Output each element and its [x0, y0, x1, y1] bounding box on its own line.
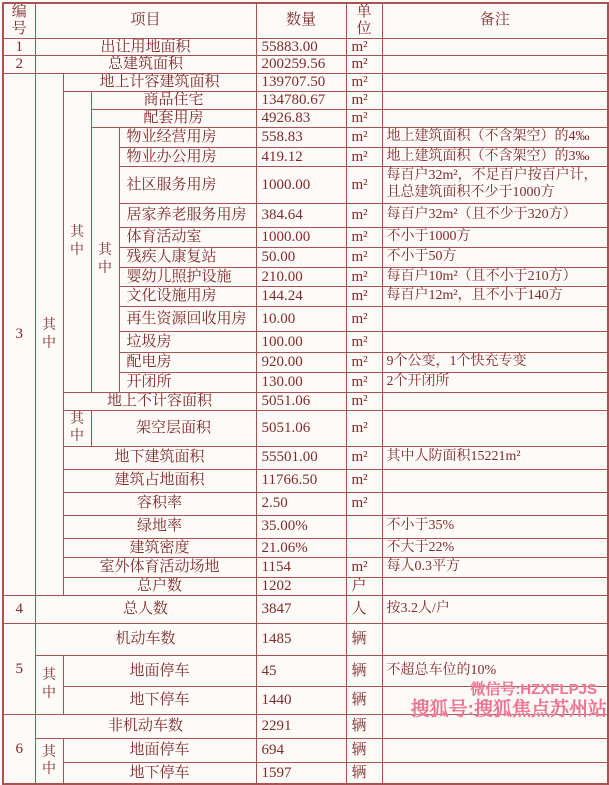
unit-value: m²	[346, 203, 382, 227]
remark-text: 其中人防面积15221m²	[382, 446, 608, 469]
quantity-value: 1485	[256, 623, 346, 655]
quantity-value: 55501.00	[256, 446, 346, 469]
quantity-value: 2291	[256, 714, 346, 738]
item-label: 居家养老服务用房	[119, 203, 256, 227]
row-number: 6	[3, 714, 35, 784]
quantity-value: 1440	[256, 686, 346, 714]
remark-text	[382, 738, 608, 762]
remark-text	[382, 91, 608, 109]
item-label: 物业办公用房	[119, 147, 256, 167]
table-row	[3, 392, 608, 410]
table-row	[3, 595, 608, 623]
remark-text: 9个公变，1个快充专变	[382, 353, 608, 373]
item-label: 婴幼儿照护设施	[119, 267, 256, 287]
remark-text	[382, 74, 608, 92]
unit-value: 辆	[346, 762, 382, 784]
quantity-value: 200259.56	[256, 56, 346, 74]
remark-text: 每人0.3平方	[382, 558, 608, 578]
unit-value: m²	[346, 267, 382, 287]
remark-text: 不小于50方	[382, 247, 608, 267]
item-label: 社区服务用房	[119, 167, 256, 204]
item-label: 地下停车	[63, 686, 256, 714]
table-row	[3, 446, 608, 469]
quantity-value: 130.00	[256, 372, 346, 392]
item-label: 总人数	[35, 595, 256, 623]
table-row	[3, 127, 608, 147]
unit-value: m²	[346, 127, 382, 147]
quantity-value: 55883.00	[256, 38, 346, 56]
unit-value: m²	[346, 332, 382, 353]
merged-label-qizhong: 其中	[35, 738, 63, 784]
row-number: 3	[3, 74, 35, 596]
unit-value: 户	[346, 578, 382, 596]
remark-text: 每百户32m²，不足百户按百户计，且总建筑面积不少于1000方	[382, 167, 608, 204]
column-header-remark: 备注	[382, 3, 608, 38]
table-row	[3, 109, 608, 127]
item-label: 地上不计容面积	[63, 392, 256, 410]
remark-text	[382, 492, 608, 515]
item-label: 物业经营用房	[119, 127, 256, 147]
quantity-value: 11766.50	[256, 469, 346, 492]
item-label: 商品住宅	[91, 91, 256, 109]
unit-value: m²	[346, 446, 382, 469]
watermark-sohu-id: 搜狐号:搜狐焦点苏州站	[410, 699, 607, 720]
item-label: 地下建筑面积	[63, 446, 256, 469]
quantity-value: 21.06%	[256, 538, 346, 558]
indicator-table	[2, 2, 609, 785]
item-label: 容积率	[63, 492, 256, 515]
remark-text	[382, 762, 608, 784]
item-label: 再生资源回收用房	[119, 307, 256, 332]
remark-text	[382, 307, 608, 332]
remark-text	[382, 332, 608, 353]
table-row	[3, 410, 608, 446]
unit-value: m²	[346, 147, 382, 167]
item-label: 地面停车	[63, 738, 256, 762]
table-row	[3, 492, 608, 515]
item-label: 垃圾房	[119, 332, 256, 353]
quantity-value: 144.24	[256, 287, 346, 307]
unit-value: m²	[346, 307, 382, 332]
unit-value	[346, 515, 382, 538]
unit-value: m²	[346, 91, 382, 109]
table-row	[3, 515, 608, 538]
table-row	[3, 623, 608, 655]
remark-text: 每百户10m²（且不小于210方）	[382, 267, 608, 287]
row-number: 2	[3, 56, 35, 74]
item-label: 地面停车	[63, 655, 256, 686]
remark-text	[382, 109, 608, 127]
quantity-value: 35.00%	[256, 515, 346, 538]
unit-value: 辆	[346, 714, 382, 738]
table-row	[3, 738, 608, 762]
unit-value: m²	[346, 247, 382, 267]
quantity-value: 100.00	[256, 332, 346, 353]
column-header-item: 项目	[35, 3, 256, 38]
unit-value: 辆	[346, 738, 382, 762]
table-row	[3, 762, 608, 784]
unit-value	[346, 538, 382, 558]
unit-value: m²	[346, 109, 382, 127]
remark-text	[382, 578, 608, 596]
table-row	[3, 38, 608, 56]
item-label: 出让用地面积	[35, 38, 256, 56]
quantity-value: 2.50	[256, 492, 346, 515]
unit-value: m²	[346, 227, 382, 247]
remark-text: 不超总车位的10%	[382, 655, 608, 686]
quantity-value: 1202	[256, 578, 346, 596]
column-header-quantity: 数量	[256, 3, 346, 38]
item-label: 绿地率	[63, 515, 256, 538]
remark-text	[382, 469, 608, 492]
quantity-value: 134780.67	[256, 91, 346, 109]
row-number: 1	[3, 38, 35, 56]
unit-value: 人	[346, 595, 382, 623]
quantity-value: 3847	[256, 595, 346, 623]
table-row	[3, 74, 608, 92]
column-header-unit: 单位	[346, 3, 382, 38]
quantity-value: 558.83	[256, 127, 346, 147]
table-row	[3, 91, 608, 109]
unit-value: 辆	[346, 623, 382, 655]
unit-value: 辆	[346, 655, 382, 686]
remark-text: 不小于35%	[382, 515, 608, 538]
item-label: 配电房	[119, 353, 256, 373]
unit-value: m²	[346, 492, 382, 515]
unit-value: m²	[346, 167, 382, 204]
remark-text: 2个开闭所	[382, 372, 608, 392]
item-label: 总建筑面积	[35, 56, 256, 74]
quantity-value: 419.12	[256, 147, 346, 167]
quantity-value: 920.00	[256, 353, 346, 373]
unit-value: m²	[346, 287, 382, 307]
unit-value: m²	[346, 372, 382, 392]
table-row	[3, 578, 608, 596]
item-label: 开闭所	[119, 372, 256, 392]
remark-text: 每百户32m²（且不少于320方）	[382, 203, 608, 227]
item-label: 配套用房	[91, 109, 256, 127]
item-label: 建筑密度	[63, 538, 256, 558]
quantity-value: 139707.50	[256, 74, 346, 92]
quantity-value: 50.00	[256, 247, 346, 267]
unit-value: m²	[346, 74, 382, 92]
item-label: 地上计容建筑面积	[63, 74, 256, 92]
unit-value: m²	[346, 56, 382, 74]
remark-text: 地上建筑面积（不含架空）的3‰	[382, 147, 608, 167]
remark-text	[382, 623, 608, 655]
quantity-value: 1597	[256, 762, 346, 784]
unit-value: m²	[346, 38, 382, 56]
unit-value: m²	[346, 410, 382, 446]
quantity-value: 210.00	[256, 267, 346, 287]
remark-text: 地上建筑面积（不含架空）的4‰	[382, 127, 608, 147]
item-label: 残疾人康复站	[119, 247, 256, 267]
unit-value: m²	[346, 353, 382, 373]
item-label: 非机动车数	[35, 714, 256, 738]
merged-label-qizhong: 其中	[35, 74, 63, 596]
quantity-value: 384.64	[256, 203, 346, 227]
quantity-value: 1000.00	[256, 227, 346, 247]
table-row	[3, 538, 608, 558]
remark-text: 按3.2人/户	[382, 595, 608, 623]
remark-text	[382, 392, 608, 410]
unit-value: m²	[346, 392, 382, 410]
merged-label-qizhong: 其中	[63, 410, 91, 446]
table-header-row	[3, 3, 608, 38]
quantity-value: 1154	[256, 558, 346, 578]
row-number: 4	[3, 595, 35, 623]
remark-text	[382, 410, 608, 446]
unit-value: m²	[346, 469, 382, 492]
quantity-value: 4926.83	[256, 109, 346, 127]
row-number: 5	[3, 623, 35, 714]
item-label: 文化设施用房	[119, 287, 256, 307]
quantity-value: 694	[256, 738, 346, 762]
unit-value: 辆	[346, 686, 382, 714]
merged-label-qizhong: 其中	[63, 91, 91, 392]
item-label: 体育活动室	[119, 227, 256, 247]
watermark-wechat-id: 微信号:HZXFLPJS	[470, 681, 597, 698]
merged-label-qizhong: 其中	[35, 655, 63, 714]
quantity-value: 10.00	[256, 307, 346, 332]
item-label: 室外体育活动场地	[63, 558, 256, 578]
quantity-value: 5051.06	[256, 410, 346, 446]
remark-text: 不大于22%	[382, 538, 608, 558]
remark-text	[382, 56, 608, 74]
item-label: 建筑占地面积	[63, 469, 256, 492]
remark-text: 不小于1000方	[382, 227, 608, 247]
merged-label-qizhong: 其中	[91, 127, 119, 392]
item-label: 机动车数	[35, 623, 256, 655]
table-row	[3, 469, 608, 492]
remark-text	[382, 38, 608, 56]
table-row	[3, 56, 608, 74]
column-header-number: 编号	[3, 3, 35, 38]
item-label: 总户数	[63, 578, 256, 596]
quantity-value: 1000.00	[256, 167, 346, 204]
quantity-value: 45	[256, 655, 346, 686]
table-row	[3, 558, 608, 578]
unit-value: m²	[346, 558, 382, 578]
remark-text: 每百户12m²，且不小于140方	[382, 287, 608, 307]
item-label: 架空层面积	[91, 410, 256, 446]
quantity-value: 5051.06	[256, 392, 346, 410]
item-label: 地下停车	[63, 762, 256, 784]
